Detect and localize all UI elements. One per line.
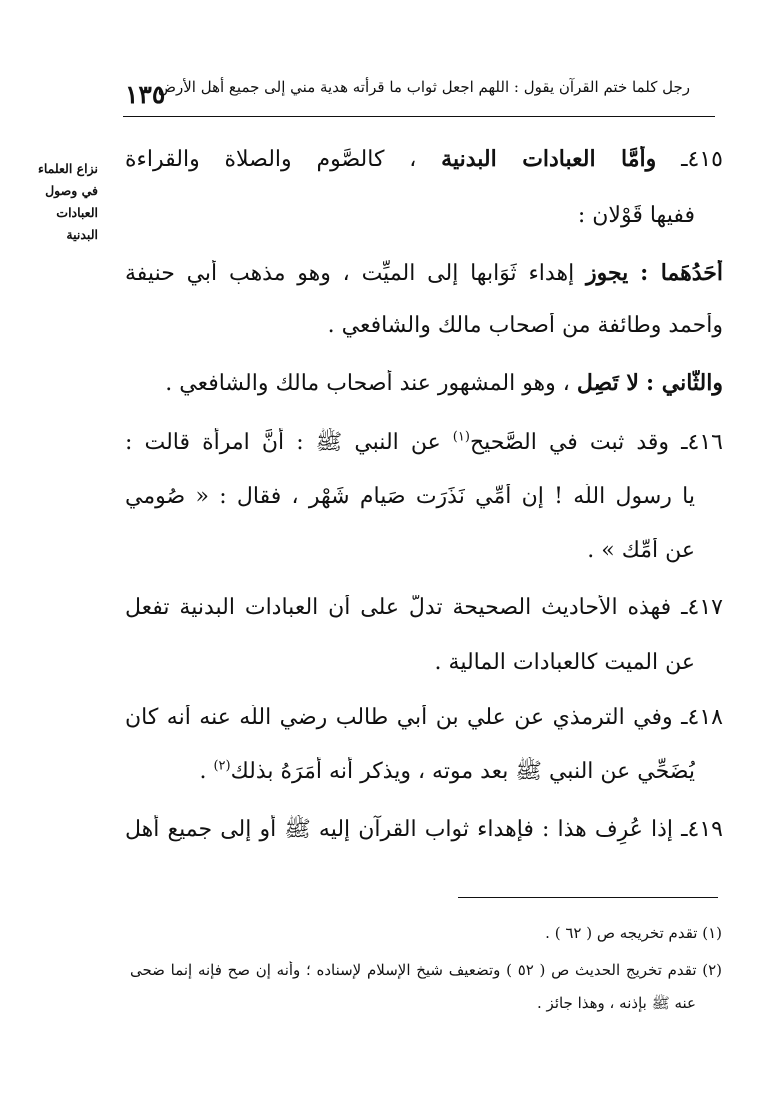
footnote-2-line-1: (٢) تقدم تخريج الحديث ص ( ٥٢ ) وتضعيف شيخ الإسلام لإسناده ؛ وأنه إن صح فإنه إنما ضحى: [130, 961, 722, 979]
margin-note-line: نزاع العلماء: [37, 161, 98, 176]
text-run: ، كالصَّوم والصلاة والقراءة: [125, 147, 417, 172]
bold-label: والثَّاني :: [645, 370, 723, 396]
second-opinion-line: [125, 370, 723, 396]
paragraph-415-line-2: ففيها قَوْلان :: [577, 203, 695, 228]
paragraph-417-line-1: ٤١٧ـ فهذه الأحاديث الصحيحة تدلُّ على أن العبادات البدنية تفعل: [125, 595, 723, 620]
footnote-1: (١) تقدم تخريجه ص ( ٦٢ ) .: [545, 924, 722, 942]
footnote-marker[interactable]: (٢): [213, 758, 231, 774]
bold-phrase: وأمَّا العبادات البدنية: [441, 146, 657, 172]
paragraph-416-line-1: [125, 428, 723, 460]
bold-label: أَحَدُهَما :: [640, 260, 723, 286]
paragraph-418-line-2: [125, 757, 695, 789]
text-run: إهداء ثَوَابها إلى الميِّت ، وهو مذهب أبي حنيفة: [125, 261, 575, 286]
paragraph-415-line-1: [125, 146, 723, 172]
paragraph-416-line-2: يا رسول اللَّه ! إن أُمِّي نَذَرَت صَيام شَهْر ، فقال : « صُومي: [125, 484, 695, 509]
bold-phrase: يجوز: [585, 260, 629, 286]
paragraph-419-line-1: ٤١٩ـ إذا عُرِف هذا : فإهداء ثواب القرآن إليه ﷺ أو إلى جميع أهل: [125, 817, 723, 842]
first-opinion-line-1: [125, 260, 723, 286]
text-run: .: [199, 759, 207, 784]
text-run: ٤١٦ـ وقد ثبت في الصَّحيح: [469, 430, 723, 455]
margin-note-line: البدنية: [66, 227, 98, 242]
paragraph-416-line-3: عن أُمِّك » .: [587, 538, 695, 563]
running-header-title: رجل كلما ختم القرآن يقول : اللهم اجعل ثواب ما قرأته هدية مني إلى جميع أهل الأرض: [157, 78, 690, 96]
paragraph-417-line-2: عن الميت كالعبادات المالية .: [434, 650, 695, 675]
first-opinion-line-2: وأحمد وطائفة من أصحاب مالك والشافعي .: [327, 313, 723, 338]
paragraph-number: ٤١٥ـ: [681, 147, 723, 172]
margin-note-line: في وصول: [45, 183, 98, 198]
footnote-2-line-2: عنه ﷺ بإذنه ، وهذا جائز .: [537, 994, 696, 1012]
text-run: يُضَحِّي عن النبي ﷺ بعد موته ، ويذكر أنه أَمَرَهُ بذلك: [230, 759, 695, 784]
bold-phrase: لا تَصِل: [576, 370, 639, 396]
footnote-divider: [458, 897, 718, 898]
margin-note-line: العبادات: [56, 205, 98, 220]
page-number: ١٣٥: [125, 80, 166, 109]
text-run: ، وهو المشهور عند أصحاب مالك والشافعي .: [165, 371, 570, 396]
paragraph-418-line-1: ٤١٨ـ وفي الترمذي عن علي بن أبي طالب رضي اللَّه عنه أنه كان: [125, 705, 723, 730]
margin-note: [26, 158, 98, 246]
header-divider: [123, 116, 715, 117]
text-run: عن النبي ﷺ : أنَّ امرأة قالت :: [125, 430, 441, 455]
footnote-marker[interactable]: (١): [452, 429, 470, 445]
